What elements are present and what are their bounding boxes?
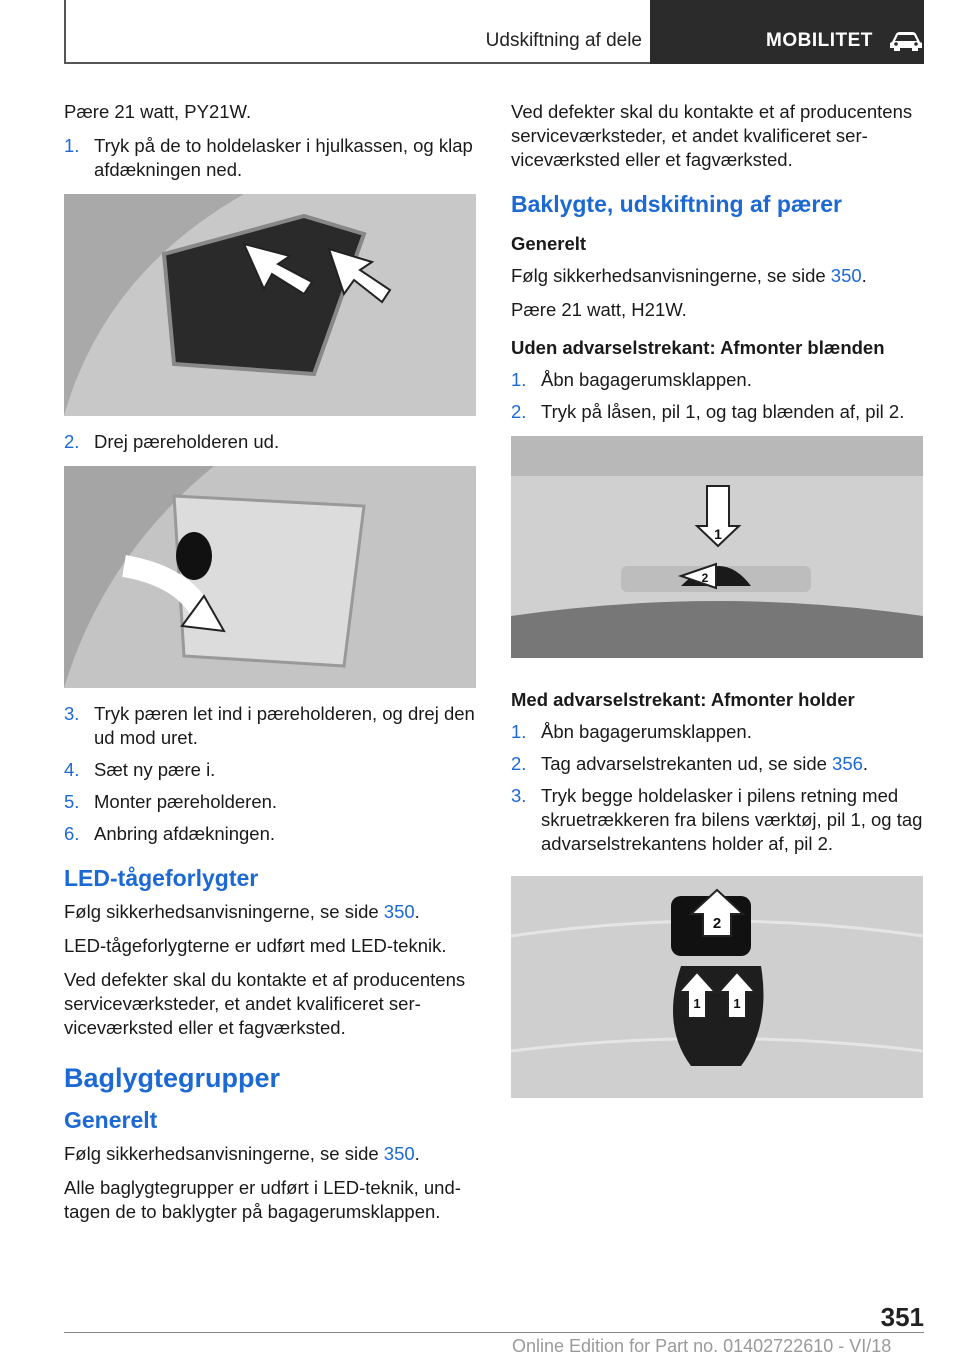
step-3: [511, 784, 923, 856]
fog-safety-note: [64, 900, 476, 924]
header-underline: [64, 62, 650, 64]
note-period: .: [414, 1143, 420, 1164]
note-text: Følg sikkerhedsanvisningerne, se side: [64, 901, 384, 922]
figure-bulb-holder: [64, 466, 476, 688]
step-number: 2.: [511, 401, 527, 422]
step-text: Tryk pæren let ind i pæreholderen, og drej den ud mod uret.: [94, 703, 475, 748]
step-2: [511, 752, 923, 776]
heading-fog-lights: LED-tågeforlygter: [64, 865, 259, 891]
step-number: 5.: [64, 791, 80, 812]
arrow-label-2: 2: [712, 915, 722, 932]
page-link-350[interactable]: 350: [830, 265, 862, 286]
header-divider: [64, 0, 66, 64]
footer-divider: [64, 1332, 924, 1333]
arrow-label-2: 2: [701, 571, 709, 585]
page-link-356[interactable]: 356: [832, 753, 863, 774]
step-3: [64, 702, 476, 750]
right-column: [511, 100, 923, 1112]
edition-note: Online Edition for Part no. 01402722610 - VI/18: [512, 1336, 892, 1356]
bulb-spec: Pære 21 watt, PY21W.: [64, 101, 252, 122]
step-6: [64, 822, 476, 846]
step-text: Tryk på de to holdelasker i hjulkassen, og klap afdækningen ned.: [94, 135, 473, 180]
rear-led-info: Alle baglygtegrupper er udført i LED-teknik, undtagen de to baklygter på bagagerumsklappen.: [64, 1177, 461, 1222]
rear-safety-note: [64, 1142, 476, 1166]
fog-led-info: LED-tågeforlygterne er udført med LED-teknik.: [64, 935, 447, 956]
car-icon: [888, 30, 924, 52]
section-title: Udskiftning af dele: [485, 30, 642, 51]
step-number: 2.: [64, 431, 80, 452]
left-column: [64, 100, 476, 1234]
chapter-tab: [650, 0, 924, 64]
step-number: 1.: [511, 369, 527, 390]
figure-triangle-holder: [511, 876, 923, 1098]
note-text: Følg sikkerhedsanvisningerne, se side: [511, 265, 831, 286]
step-number: 3.: [64, 703, 80, 724]
page-header: [64, 0, 924, 64]
step-1: [511, 720, 923, 744]
step-text: Tryk begge holdelasker i pilens retning med skruetrækkeren fra bilens værktøj, pil 1, og tag advarselstrekantens holder af, pil 2.: [541, 785, 923, 854]
fog-defect-info: Ved defekter skal du kontakte et af producentens serviceværksteder, et andet kvalificeret serviceværksted eller et fagværksted.: [64, 969, 466, 1038]
step-number: 3.: [511, 785, 527, 806]
heading-general: Generelt: [511, 233, 587, 254]
step-number: 2.: [511, 753, 527, 774]
reverse-bulb-spec: Pære 21 watt, H21W.: [511, 299, 687, 320]
step-text: Monter pæreholderen.: [94, 791, 278, 812]
note-text: Følg sikkerhedsanvisningerne, se side: [64, 1143, 384, 1164]
reverse-safety-note: [511, 264, 923, 288]
step-2: [511, 400, 923, 424]
step-text: Åbn bagagerumsklappen.: [541, 369, 752, 390]
step-text: Tryk på låsen, pil 1, og tag blænden af, pil 2.: [541, 401, 905, 422]
step-text: Drej pæreholderen ud.: [94, 431, 280, 452]
note-period: .: [861, 265, 867, 286]
step-4: [64, 758, 476, 782]
heading-without-triangle: Uden advarselstrekant: Afmonter blænden: [511, 337, 885, 358]
subheading-general: Generelt: [64, 1107, 158, 1133]
heading-with-triangle: Med advarselstrekant: Afmonter holder: [511, 689, 855, 710]
page-number: 351: [880, 1302, 924, 1332]
note-period: .: [414, 901, 420, 922]
step-5: [64, 790, 476, 814]
page-link-350[interactable]: 350: [383, 901, 415, 922]
step-text: Anbring afdækningen.: [94, 823, 276, 844]
arrow-label-1: 1: [733, 996, 741, 1011]
step-1: [64, 134, 476, 182]
heading-rear-lights: Baglygtegrupper: [64, 1063, 281, 1093]
step-number: 6.: [64, 823, 80, 844]
arrow-label-1: 1: [714, 526, 722, 542]
figure-wheelhouse-cover: [64, 194, 476, 416]
step-number: 1.: [64, 135, 80, 156]
step-number: 4.: [64, 759, 80, 780]
chapter-title: MOBILITET: [766, 30, 873, 51]
arrow-label-1: 1: [693, 996, 701, 1011]
heading-reverse-light: Baklygte, udskiftning af pærer: [511, 191, 843, 217]
defect-info: Ved defekter skal du kontakte et af producentens serviceværksteder, et andet kvalificeret serviceværksted eller et fagværksted.: [511, 101, 913, 170]
page-link-350[interactable]: 350: [383, 1143, 415, 1164]
step-number: 1.: [511, 721, 527, 742]
step-text: Sæt ny pære i.: [94, 759, 216, 780]
step-text: Tag advarselstrekanten ud, se side: [541, 753, 833, 774]
step-text: Åbn bagagerumsklappen.: [541, 721, 752, 742]
step-2: [64, 430, 476, 454]
figure-trunk-cover: [511, 436, 923, 658]
step-1: [511, 368, 923, 392]
step-period: .: [862, 753, 869, 774]
